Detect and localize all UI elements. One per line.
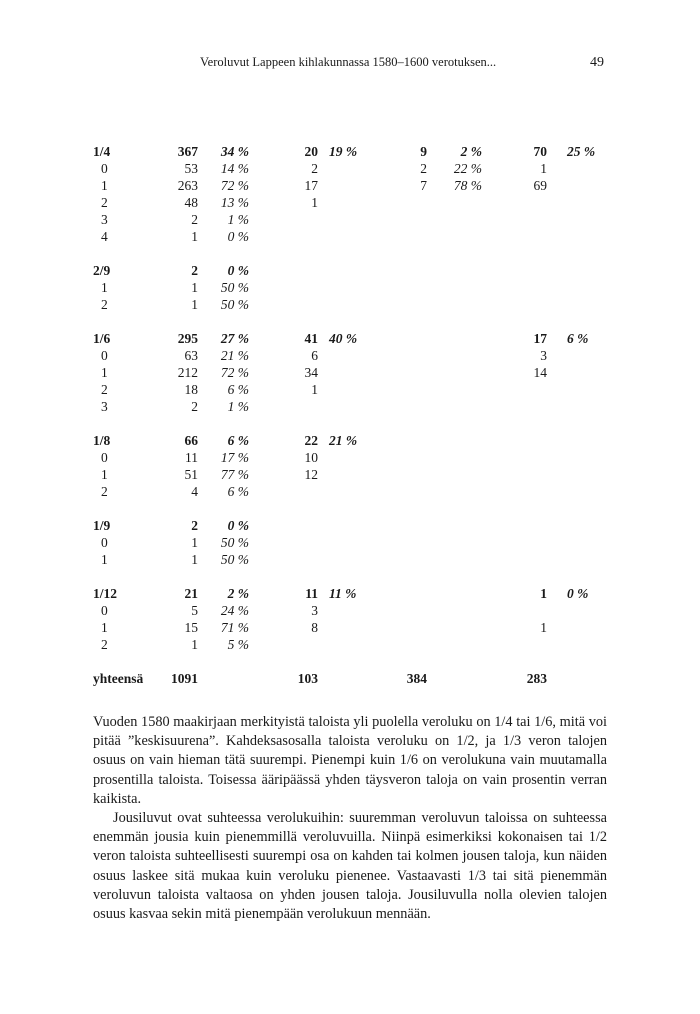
percent-col-1: 0 %	[227, 263, 249, 278]
count-col-2: 17	[304, 178, 318, 193]
count-col-1: 4	[191, 484, 198, 499]
bow-count-label: 0	[101, 450, 108, 465]
percent-col-1: 1 %	[227, 399, 249, 414]
body-text	[93, 713, 607, 924]
count-col-1: 1	[191, 280, 198, 295]
bow-count-label: 1	[101, 365, 108, 380]
spacer	[0, 568, 700, 585]
percent-col-1: 27 %	[220, 331, 249, 346]
tax-share-label: yhteensä	[93, 671, 144, 686]
table-row	[0, 211, 700, 228]
count-col-2: 1	[311, 382, 318, 397]
percent-col-1: 71 %	[220, 620, 249, 635]
page-number: 49	[590, 55, 604, 70]
count-col-4: 1	[540, 620, 547, 635]
spacer	[0, 245, 700, 262]
percent-col-1: 21 %	[220, 348, 249, 363]
count-col-1: 1091	[171, 671, 198, 686]
group-header-row	[0, 330, 700, 347]
count-col-1: 53	[184, 161, 198, 176]
percent-col-2: 21 %	[329, 433, 358, 448]
table-row	[0, 551, 700, 568]
table-row	[0, 619, 700, 636]
table-row	[0, 279, 700, 296]
count-col-4: 3	[540, 348, 547, 363]
percent-col-3: 78 %	[453, 178, 482, 193]
bow-count-label: 4	[101, 229, 108, 244]
percent-col-4: 0 %	[567, 586, 589, 601]
count-col-2: 1	[311, 195, 318, 210]
running-header	[0, 55, 700, 71]
table-row	[0, 449, 700, 466]
percent-col-1: 14 %	[220, 161, 249, 176]
tax-share-label: 1/12	[93, 586, 118, 601]
count-col-1: 263	[177, 178, 198, 193]
table-row	[0, 296, 700, 313]
count-col-4: 17	[533, 331, 547, 346]
count-col-4: 14	[533, 365, 547, 380]
table-row	[0, 228, 700, 245]
group-header-row	[0, 585, 700, 602]
percent-col-2: 11 %	[329, 586, 357, 601]
running-title: Veroluvut Lappeen kihlakunnassa 1580–1600 verotuksen...	[200, 55, 497, 69]
count-col-1: 18	[184, 382, 198, 397]
tax-share-label: 1/9	[93, 518, 111, 533]
bow-count-label: 1	[101, 178, 108, 193]
percent-col-1: 0 %	[227, 518, 249, 533]
bow-count-label: 1	[101, 467, 108, 482]
table-row	[0, 398, 700, 415]
count-col-4: 1	[540, 586, 547, 601]
table-row	[0, 381, 700, 398]
count-col-1: 2	[191, 518, 198, 533]
table-row	[0, 160, 700, 177]
spacer	[0, 313, 700, 330]
bow-count-label: 0	[101, 603, 108, 618]
table-row	[0, 347, 700, 364]
count-col-1: 1	[191, 552, 198, 567]
percent-col-1: 6 %	[227, 433, 249, 448]
count-col-1: 1	[191, 637, 198, 652]
count-col-1: 2	[191, 263, 198, 278]
bow-count-label: 0	[101, 161, 108, 176]
count-col-2: 2	[311, 161, 318, 176]
bow-count-label: 1	[101, 620, 108, 635]
bow-count-label: 3	[101, 212, 108, 227]
percent-col-1: 5 %	[227, 637, 249, 652]
bow-count-label: 3	[101, 399, 108, 414]
count-col-1: 212	[177, 365, 198, 380]
bow-count-label: 2	[101, 637, 108, 652]
bow-count-label: 1	[101, 552, 108, 567]
count-col-1: 295	[177, 331, 198, 346]
count-col-2: 22	[304, 433, 318, 448]
paragraph: Vuoden 1580 maakirjaan merkityistä taloista yli puolella veroluku on 1/4 tai 1/6, mitä voi pitää ”keskisuurena”. Kahdeksasosalla taloista veroluku on 1/2, ja 1/3 veron talojen osuus on vain hieman tätä suurempi. Pienempi kuin 1/6 on verolukuna vain muutamalla prosentilla taloista. Toisessa ääripäässä yhden täysveron taloja on vain prosentin verran kaikista.	[93, 714, 607, 807]
percent-col-1: 50 %	[220, 535, 249, 550]
count-col-2: 12	[304, 467, 318, 482]
table-row	[0, 602, 700, 619]
count-col-1: 1	[191, 229, 198, 244]
bow-count-label: 2	[101, 297, 108, 312]
percent-col-1: 77 %	[220, 467, 249, 482]
count-col-2: 41	[304, 331, 318, 346]
count-col-3: 9	[420, 144, 427, 159]
count-col-1: 15	[184, 620, 198, 635]
percent-col-1: 6 %	[227, 382, 249, 397]
count-col-2: 6	[311, 348, 318, 363]
percent-col-1: 1 %	[227, 212, 249, 227]
percent-col-2: 19 %	[329, 144, 358, 159]
percent-col-1: 24 %	[220, 603, 249, 618]
count-col-1: 1	[191, 535, 198, 550]
percent-col-1: 50 %	[220, 280, 249, 295]
table-row	[0, 534, 700, 551]
bow-count-label: 0	[101, 535, 108, 550]
percent-col-3: 2 %	[460, 144, 482, 159]
tax-share-label: 1/6	[93, 331, 111, 346]
spacer	[0, 500, 700, 517]
percent-col-4: 25 %	[567, 144, 596, 159]
percent-col-1: 72 %	[220, 365, 249, 380]
spacer	[0, 653, 700, 670]
table-row	[0, 194, 700, 211]
percent-col-1: 6 %	[227, 484, 249, 499]
count-col-3: 2	[420, 161, 427, 176]
count-col-1: 48	[184, 195, 198, 210]
tax-share-label: 1/8	[93, 433, 111, 448]
count-col-2: 10	[304, 450, 318, 465]
bow-count-label: 2	[101, 195, 108, 210]
percent-col-1: 50 %	[220, 297, 249, 312]
percent-col-4: 6 %	[567, 331, 589, 346]
bow-count-label: 1	[101, 280, 108, 295]
percent-col-2: 40 %	[329, 331, 358, 346]
count-col-3: 7	[420, 178, 427, 193]
count-col-3: 384	[406, 671, 427, 686]
count-col-4: 70	[533, 144, 547, 159]
count-col-1: 21	[184, 586, 198, 601]
count-col-2: 3	[311, 603, 318, 618]
data-table	[0, 143, 700, 687]
paragraph: Jousiluvut ovat suhteessa verolukuihin: suuremman veroluvun taloissa on suhteessa enemmän jousia kuin pienemmillä veroluvuilla. Niinpä esimerkiksi kokonaisen tai 1/2 veron taloista suhteellisesti suurempi osa on kahden tai kolmen jousen taloja, kun näiden osuus laskee sitä mukaa kuin veroluku pienenee. Vastaavasti 1/3 tai sitä pienemmän veroluvun taloista valtaosa on yhden jousen taloja. Jousiluvulla nolla olevien talojen osuus kasvaa sekin mitä pienempään verolukuun mennään.	[93, 810, 607, 923]
count-col-4: 283	[526, 671, 547, 686]
group-header-row	[0, 143, 700, 160]
group-header-row	[0, 432, 700, 449]
group-header-row	[0, 262, 700, 279]
percent-col-1: 0 %	[227, 229, 249, 244]
count-col-1: 11	[185, 450, 198, 465]
count-col-4: 69	[533, 178, 547, 193]
count-col-1: 66	[184, 433, 198, 448]
count-col-2: 8	[311, 620, 318, 635]
count-col-1: 51	[184, 467, 198, 482]
count-col-2: 20	[304, 144, 318, 159]
bow-count-label: 2	[101, 382, 108, 397]
table-row	[0, 466, 700, 483]
count-col-1: 2	[191, 212, 198, 227]
group-header-row	[0, 517, 700, 534]
table-row	[0, 177, 700, 194]
total-row	[0, 670, 700, 687]
spacer	[0, 415, 700, 432]
percent-col-1: 72 %	[220, 178, 249, 193]
table-row	[0, 636, 700, 653]
count-col-2: 103	[297, 671, 318, 686]
table-row	[0, 483, 700, 500]
tax-share-label: 1/4	[93, 144, 111, 159]
count-col-1: 2	[191, 399, 198, 414]
percent-col-1: 2 %	[227, 586, 249, 601]
percent-col-1: 50 %	[220, 552, 249, 567]
tax-share-label: 2/9	[93, 263, 111, 278]
count-col-4: 1	[540, 161, 547, 176]
count-col-1: 5	[191, 603, 198, 618]
table-row	[0, 364, 700, 381]
bow-count-label: 0	[101, 348, 108, 363]
count-col-1: 1	[191, 297, 198, 312]
count-col-1: 63	[184, 348, 198, 363]
percent-col-1: 34 %	[220, 144, 249, 159]
bow-count-label: 2	[101, 484, 108, 499]
count-col-2: 11	[305, 586, 318, 601]
count-col-1: 367	[177, 144, 198, 159]
percent-col-1: 13 %	[220, 195, 249, 210]
percent-col-3: 22 %	[453, 161, 482, 176]
percent-col-1: 17 %	[220, 450, 249, 465]
count-col-2: 34	[304, 365, 318, 380]
